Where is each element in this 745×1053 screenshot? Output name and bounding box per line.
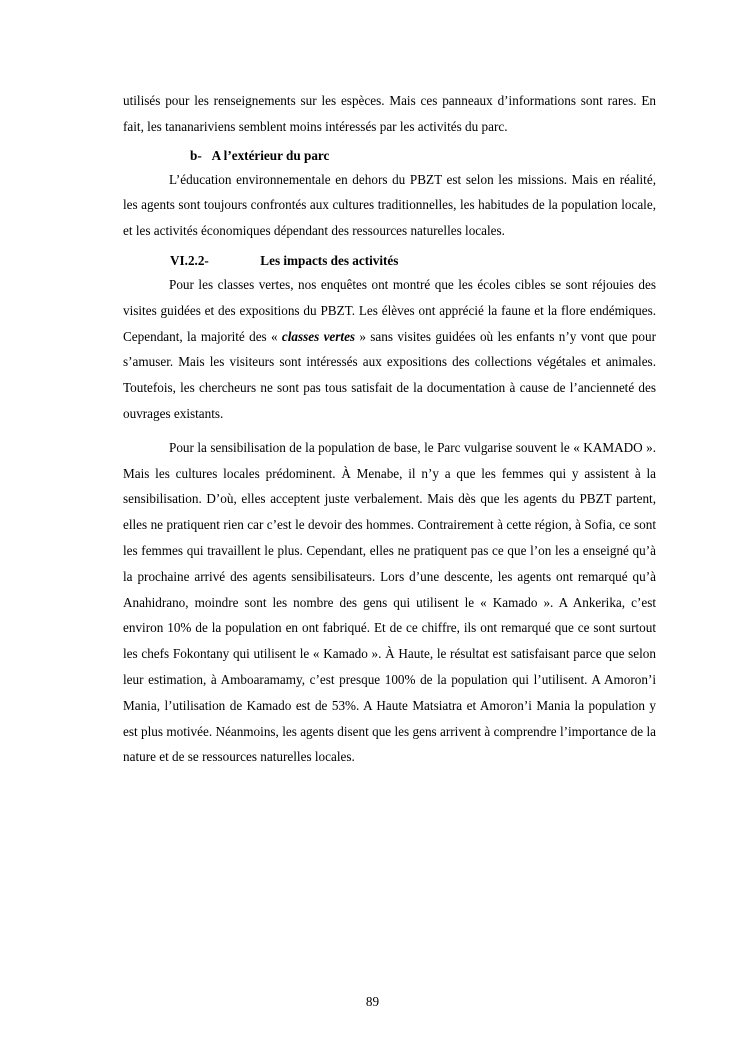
paragraph-sensibilisation: Pour la sensibilisation de la population de base, le Parc vulgarise souvent le « KAMADO ». Mais les cultures locales prédominent. À Menabe, il n’y a que les femmes qui y assistent à la sensibilisation. D’où, elles acceptent juste verbalement. Mais dès que les agents du PBZT partent, elles ne pratiquent rien car c’est le devoir des hommes. Contrairement à cette région, à Sofia, ce sont les femmes qui travaillent le plus. Cependant, elles ne pratiquent pas ce que l’on les a enseigné qu’à la prochaine arrivé des agents sensibilisateurs. Lors d’une descente, les agents ont remarqué qu’à Anahidrano, moindre sont les nombre des gens qui utilisent le « Kamado ». A Ankerika, c’est environ 10% de la population en ont fabriqué. Et de ce chiffre, ils ont remarqué que ce sont surtout les chefs Fokontany qui utilisent le « Kamado ». À Haute, le résultat est satisfaisant parce que selon leur estimation, à Amboaramamy, c’est presque 100% de la population qui l’utilisent. A Amoron’i Mania, l’utilisation de Kamado est de 53%. A Haute Matsiatra et Amoron’i Mania la population y est plus motivée. Néanmoins, les agents disent que les gens arrivent à comprendre l’importance de la nature et de se ressources naturelles locales. (123, 439, 656, 765)
section-heading-exterieur (123, 145, 656, 167)
section-marker: b- (190, 147, 202, 163)
section-title: A l’extérieur du parc (211, 147, 330, 163)
section-title: Les impacts des activités (260, 252, 399, 268)
section-number: VI.2.2- (170, 252, 209, 268)
paragraph-intro: utilisés pour les renseignements sur les espèces. Mais ces panneaux d’informations sont rares. En fait, les tananariviens semblent moins intéressés par les activités du parc. (123, 93, 656, 134)
paragraph-gap (123, 427, 656, 435)
paragraph-classes-vertes (123, 272, 656, 427)
paragraph-exterieur: L’éducation environnementale en dehors du PBZT est selon les missions. Mais en réalité, les agents sont toujours confrontés aux cultures traditionnelles, les habitudes de la population locale, et les activités économiques dépendant des ressources naturelles locales. (123, 171, 656, 239)
emphasis-text: classes vertes (281, 328, 356, 344)
page-number: 89 (365, 994, 380, 1009)
page-body (123, 88, 656, 770)
text-run: Pour les classes vertes, nos enquêtes ont montré que les écoles cibles se sont réjouies des visites guidées et des expositions du PBZT. Les élèves ont apprécié la faune et la flore endémiques. Cependant, la majorité des « (123, 276, 656, 344)
section-heading-impacts (123, 250, 656, 272)
text-run: » sans visites guidées où les enfants n’y vont que pour s’amuser. Mais les visiteurs sont intéressés aux expositions des collections végétales et animales. Toutefois, les chercheurs ne sont pas tous satisfait de la documentation à cause de l’ancienneté des ouvrages existants. (123, 328, 656, 421)
